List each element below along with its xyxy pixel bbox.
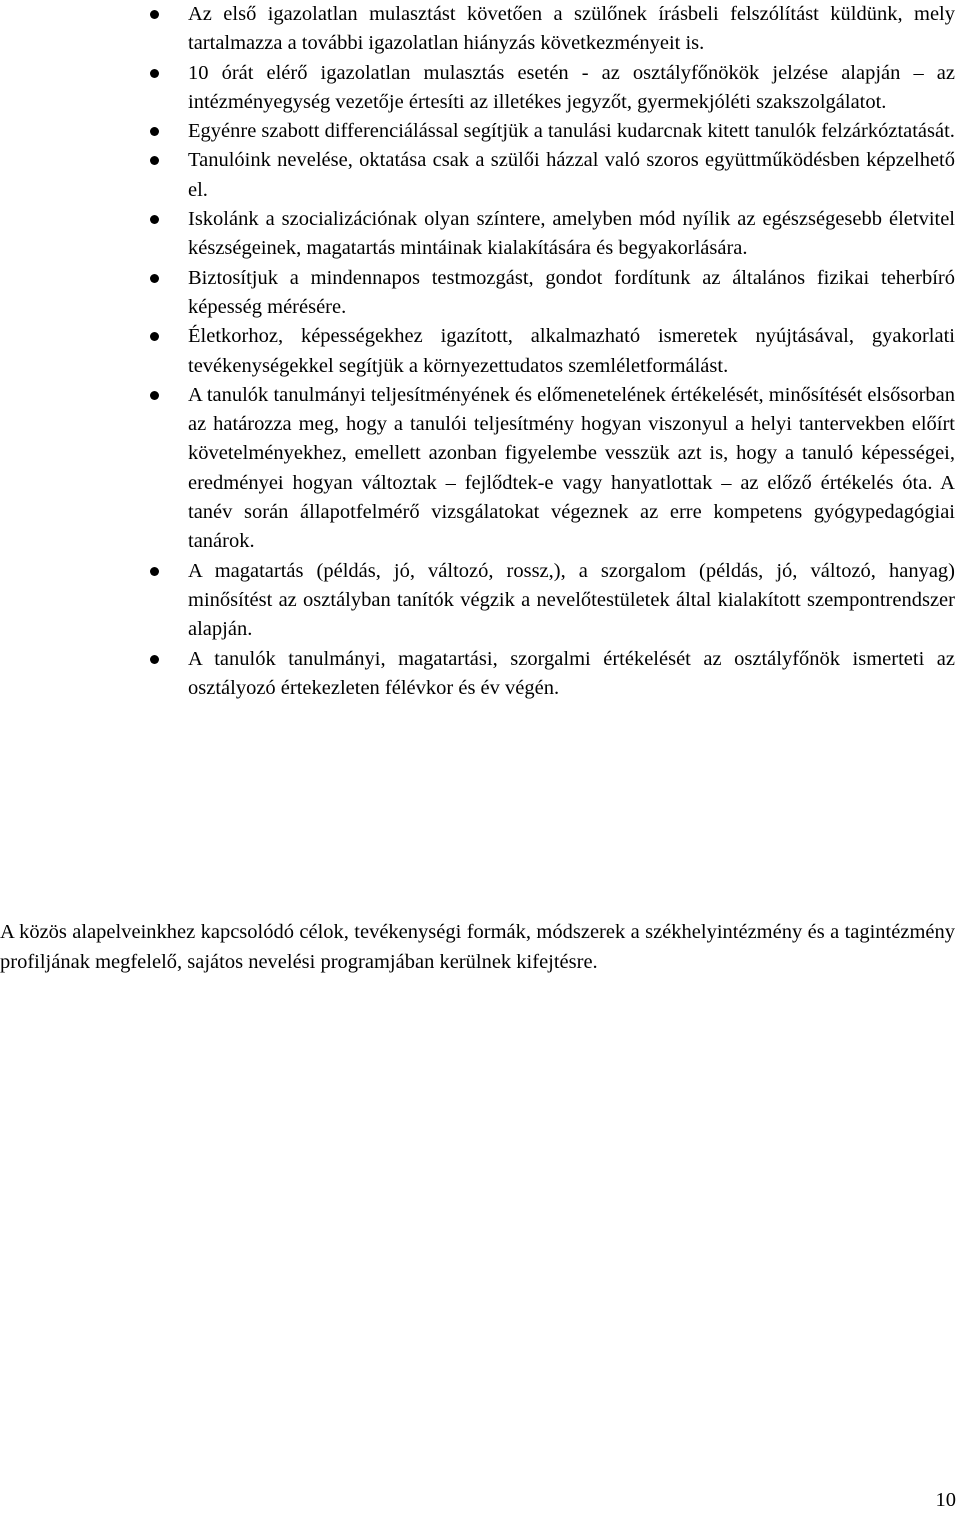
list-item-text: Iskolánk a szocializációnak olyan színtere, amelyben mód nyílik az egészségesebb életvitel készségeinek, magatartás mintáinak kialakítására és begyakorlására. — [188, 208, 955, 260]
list-item — [140, 0, 955, 59]
list-item-text: 10 órát elérő igazolatlan mulasztás esetén - az osztályfőnökök jelzése alapján – az intézményegység vezetője értesíti az illetékes jegyzőt, gyermekjóléti szakszolgálatot. — [188, 61, 955, 113]
list-item — [140, 117, 955, 146]
list-item — [140, 645, 955, 704]
list-item-text: Tanulóink nevelése, oktatása csak a szülői házzal való szoros együttműködésben képzelhető el. — [188, 149, 955, 201]
bullet-dot-icon — [150, 391, 159, 400]
bullet-dot-icon — [150, 274, 159, 283]
list-item-text: Egyénre szabott differenciálással segítjük a tanulási kudarcnak kitett tanulók felzárkóztatását. — [188, 120, 955, 143]
bullet-dot-icon — [150, 156, 159, 165]
bullet-dot-icon — [150, 215, 159, 224]
bullet-dot-icon — [150, 567, 159, 576]
list-item-text: A magatartás (példás, jó, változó, rossz,), a szorgalom (példás, jó, változó, hanyag) minősítést az osztályban tanítók végzik a nevelőtestületek által kialakított szempontrendszer alapján. — [188, 559, 955, 641]
list-item — [140, 264, 955, 323]
list-item — [140, 381, 955, 557]
bullet-dot-icon — [150, 332, 159, 341]
closing-paragraph: A közös alapelveinkhez kapcsolódó célok, tevékenységi formák, módszerek a székhelyintézmény és a tagintézmény profiljának megfelelő, sajátos nevelési programjában kerülnek kifejtésre. — [0, 921, 955, 973]
bullet-dot-icon — [150, 127, 159, 136]
bullet-dot-icon — [150, 655, 159, 664]
list-item — [140, 59, 955, 118]
list-item — [140, 205, 955, 264]
bullet-dot-icon — [150, 69, 159, 78]
list-item-text: Életkorhoz, képességekhez igazított, alkalmazható ismeretek nyújtásával, gyakorlati tevékenységekkel segítjük a környezettudatos szemléletformálást. — [188, 325, 955, 377]
list-item — [140, 557, 955, 645]
bullet-list — [140, 0, 955, 703]
list-item — [140, 146, 955, 205]
list-item — [140, 322, 955, 381]
list-item-text: Az első igazolatlan mulasztást követően a szülőnek írásbeli felszólítást küldünk, mely tartalmazza a további igazolatlan hiányzás következményeit is. — [188, 3, 955, 55]
list-item-text: Biztosítjuk a mindennapos testmozgást, gondot fordítunk az általános fizikai teherbíró képesség mérésére. — [188, 266, 955, 318]
page-number: 10 — [935, 1489, 956, 1511]
list-item-text: A tanulók tanulmányi teljesítményének és előmenetelének értékelését, minősítését elsősorban az határozza meg, hogy a tanulói teljesítmény hogyan viszonyul a helyi tantervekben előírt követelményekhez, emellett azonban figyelembe vesszük azt is, hogy a tanuló képességei, eredményei hogyan változtak – fejlődtek-e vagy hanyatlottak – az előző értékelés óta. A tanév során állapotfelmérő vizsgálatokat végeznek az erre kompetens gyógypedagógiai tanárok. — [188, 383, 955, 553]
bullet-dot-icon — [150, 10, 159, 19]
list-item-text: A tanulók tanulmányi, magatartási, szorgalmi értékelését az osztályfőnök ismerteti az osztályozó értekezleten félévkor és év végén. — [188, 647, 955, 699]
